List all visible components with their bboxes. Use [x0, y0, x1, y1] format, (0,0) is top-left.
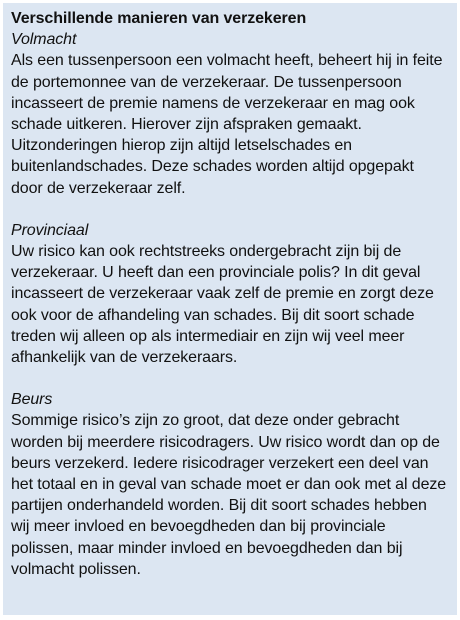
section-provinciaal: [11, 220, 449, 368]
document-title: Verschillende manieren van verzekeren: [11, 10, 307, 27]
section-volmacht: [11, 29, 449, 199]
section-heading: Volmacht: [11, 31, 77, 49]
section-beurs: [11, 389, 449, 580]
section-heading: Provinciaal: [11, 221, 89, 239]
section-body: Uw risico kan ook rechtstreeks ondergebracht zijn bij de verzekeraar. U heeft dan een provinciale polis? In dit geval incasseert de verzekeraar vaak zelf de premie en zorgt deze ook voor de afhandeling van schades. Bij dit soort schade treden wij alleen op als intermediair en zijn wij veel meer afhankelijk van de verzekeraars.: [11, 243, 434, 367]
info-panel: [3, 3, 457, 615]
section-heading: Beurs: [11, 391, 53, 409]
section-body: Sommige risico’s zijn zo groot, dat deze onder gebracht worden bij meerdere risicodragers. Uw risico wordt dan op de beurs verzekerd. Iedere risicodrager verzekert een deel van het totaal en in geval van schade moet er dan ook met al deze partijen onderhandeld worden. Bij dit soort schades hebben wij meer invloed en bevoegdheden dan bij provinciale polissen, maar minder invloed en bevoegdheden dan bij volmacht polissen.: [11, 412, 447, 578]
section-body: Als een tussenpersoon een volmacht heeft, beheert hij in feite de portemonnee van de verzekeraar. De tussenpersoon incasseert de premie namens de verzekeraar en mag ook schade uitkeren. Hierover zijn afspraken gemaakt. Uitzonderingen hierop zijn altijd letselschades en buitenlandschades. Deze schades worden altijd opgepakt door de verzekeraar zelf.: [11, 52, 443, 197]
